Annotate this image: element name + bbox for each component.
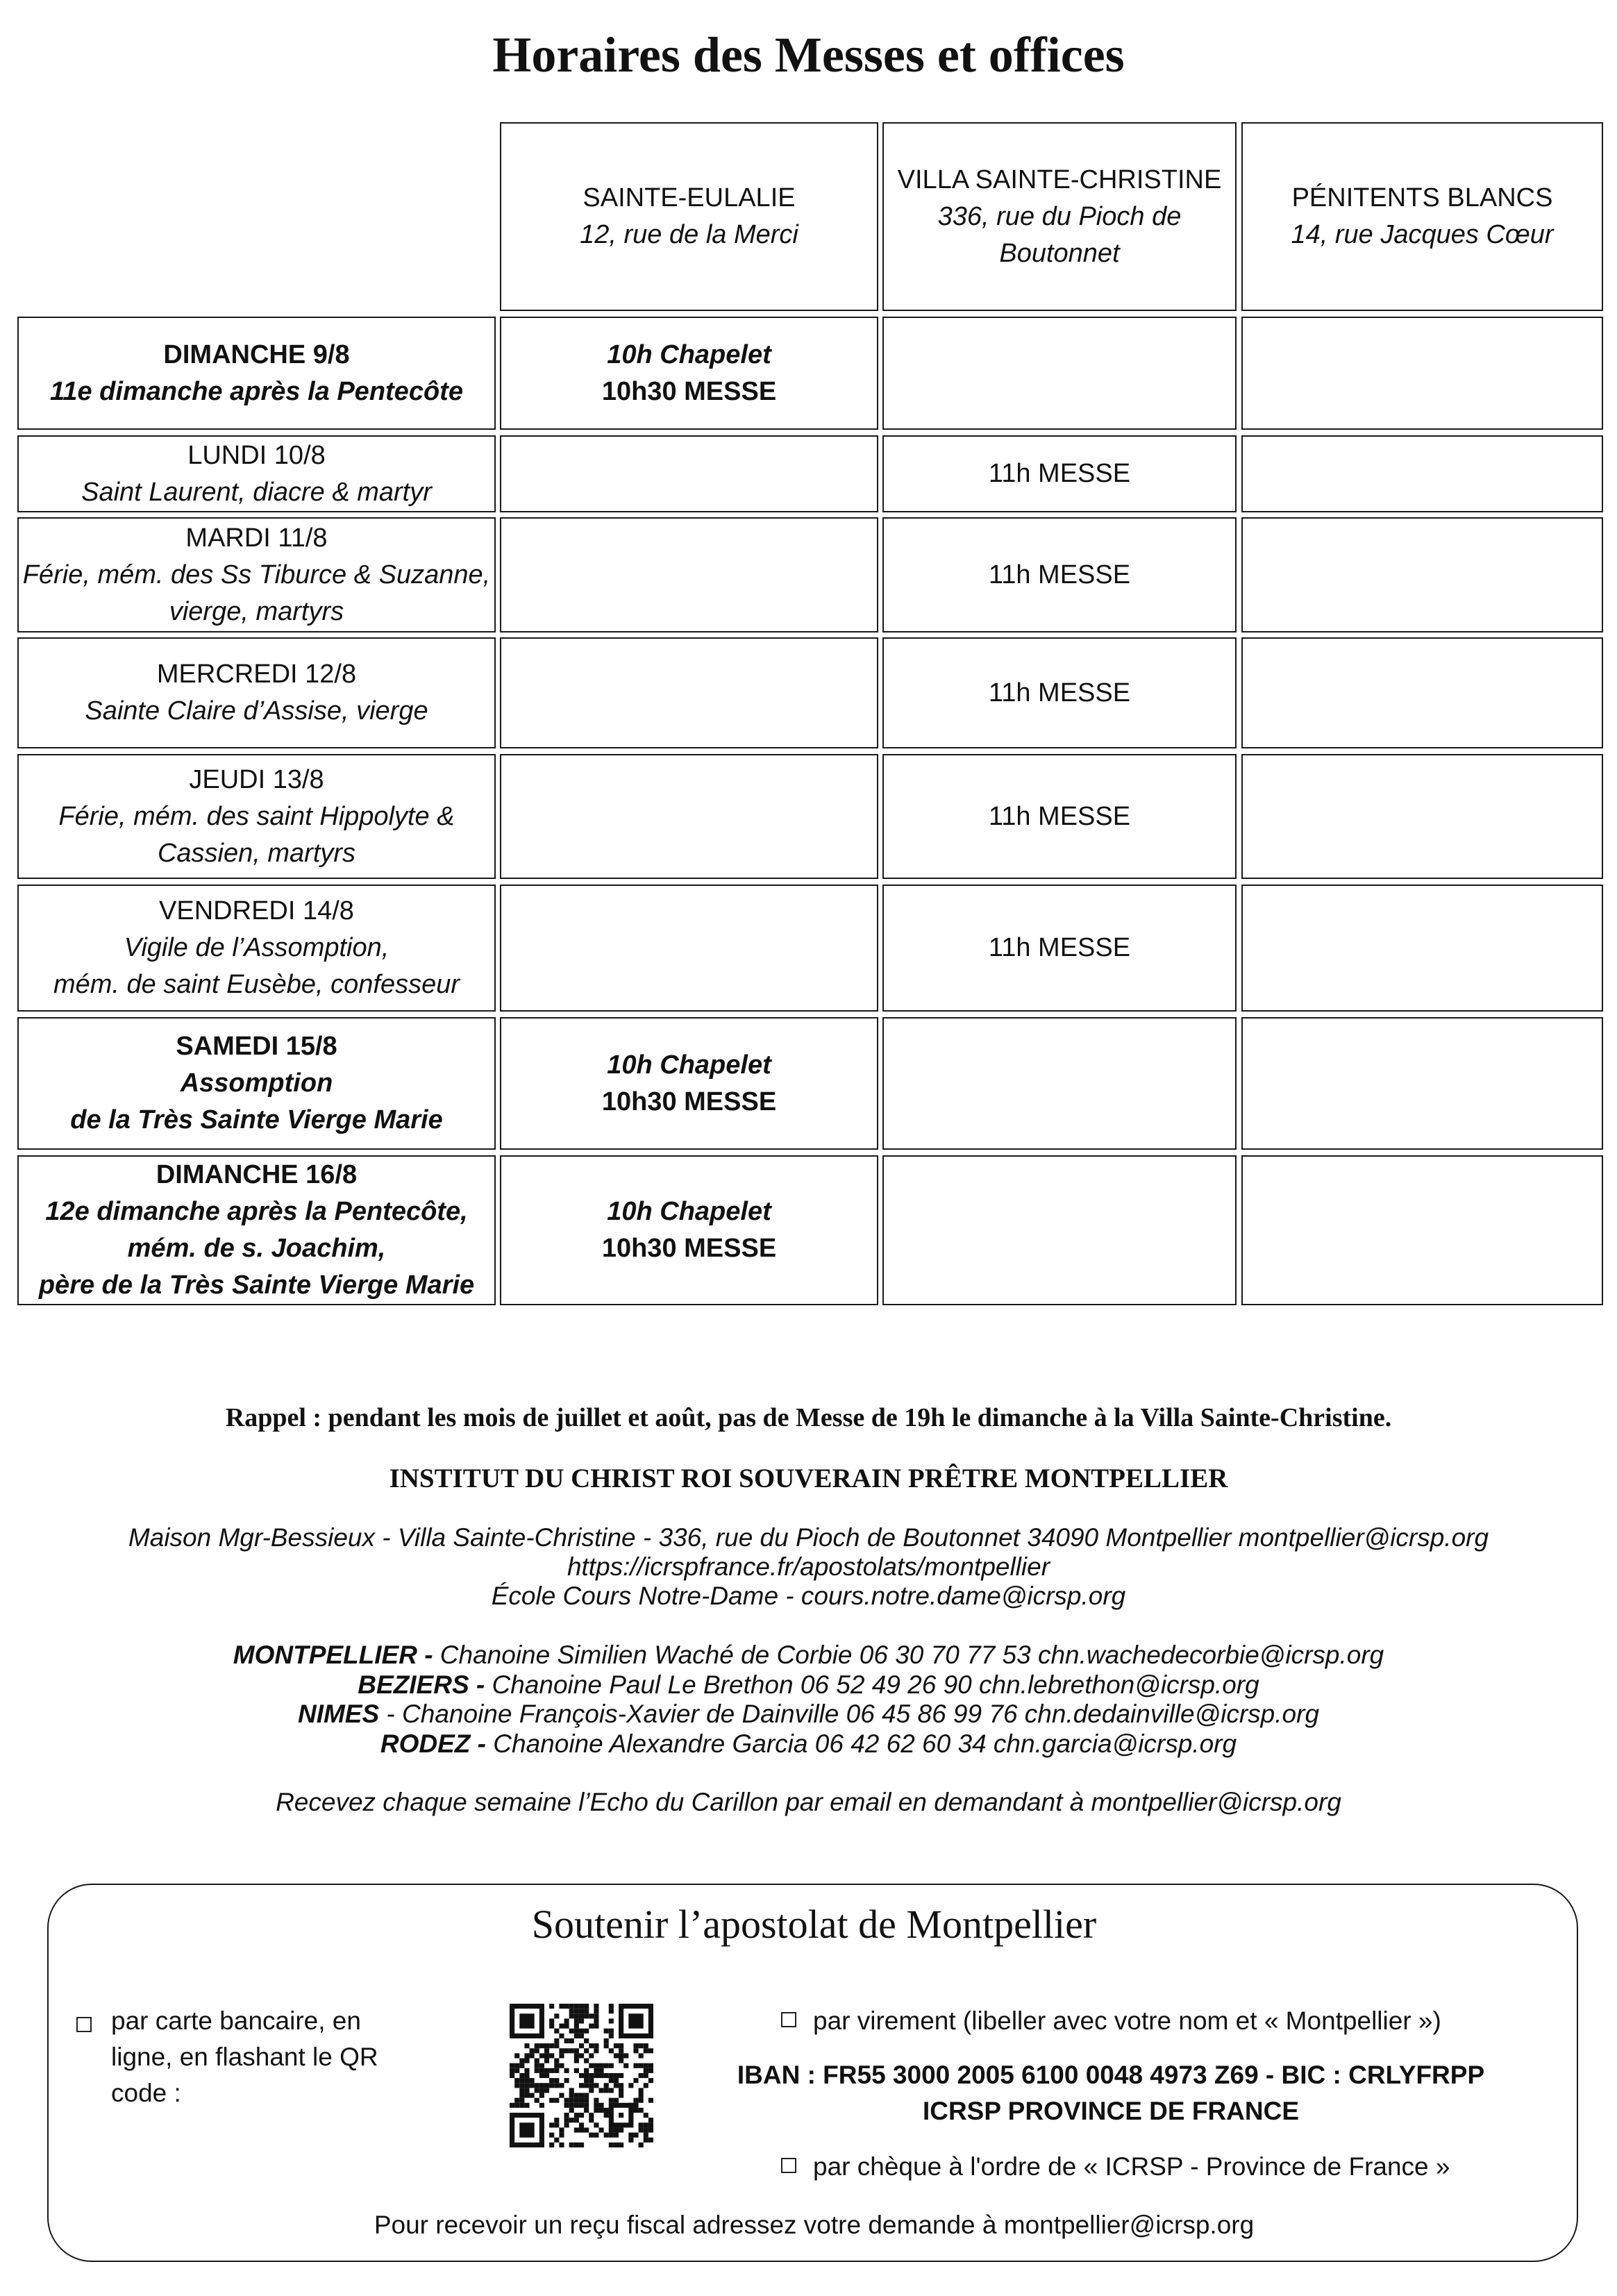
reminder-text: Rappel : pendant les mois de juillet et août, pas de Messe de 19h le dimanche à la Villa Sainte-Christine.	[225, 1403, 1392, 1432]
feast-line: Saint Laurent, diacre & martyr	[81, 477, 432, 507]
office-line: 11h MESSE	[988, 933, 1131, 962]
office-line: 10h30 MESSE	[601, 376, 777, 406]
feast-line: Férie, mém. des saint Hippolyte &	[58, 801, 455, 831]
priest-city: BEZIERS -	[358, 1670, 485, 1699]
feast-line: 12e dimanche après la Pentecôte,	[45, 1197, 468, 1226]
office-line: 11h MESSE	[988, 560, 1131, 589]
page-title: Horaires des Messes et offices	[492, 27, 1125, 83]
feast-line: père de la Très Sainte Vierge Marie	[38, 1271, 475, 1300]
feast-line: Assomption	[180, 1069, 333, 1098]
villa-cell	[882, 637, 1237, 748]
feast-line: Férie, mém. des Ss Tiburce & Suzanne,	[22, 560, 491, 589]
feast-line: 11e dimanche après la Pentecôte	[50, 376, 463, 406]
day-label: DIMANCHE 16/8	[156, 1160, 358, 1189]
day-label: MARDI 11/8	[185, 523, 328, 553]
contact-website[interactable]	[0, 1552, 1617, 1582]
villa-cell	[882, 317, 1237, 430]
priest-line	[0, 1699, 1617, 1729]
column-header-sainte-eulalie	[500, 122, 878, 311]
day-cell	[17, 317, 496, 430]
column-header-penitents-blancs	[1241, 122, 1603, 311]
iban-text: IBAN : FR55 3000 2005 6100 0048 4973 Z69 - BIC : CRLYFRPP	[737, 2061, 1485, 2089]
feast-line: Cassien, martyrs	[157, 838, 356, 868]
office-line: 11h MESSE	[988, 801, 1131, 831]
receipt-text: Pour recevoir un reçu fiscal adressez votre demande à montpellier@icrsp.org	[374, 2211, 1255, 2239]
column-address: Boutonnet	[999, 238, 1120, 268]
villa-cell	[882, 435, 1237, 512]
priest-details: Chanoine Paul Le Brethon 06 52 49 26 90 chn.lebrethon@icrsp.org	[485, 1670, 1259, 1699]
priest-details: - Chanoine François-Xavier de Dainville 06 45 86 99 76 chn.dedainville@icrsp.org	[379, 1700, 1320, 1728]
sainte-eulalie-cell	[500, 885, 878, 1012]
feast-line: mém. de saint Eusèbe, confesseur	[53, 970, 460, 999]
villa-cell	[882, 754, 1237, 879]
office-line: 10h Chapelet	[607, 1197, 771, 1226]
card-option-line: code :	[111, 2079, 181, 2107]
priest-line	[0, 1640, 1617, 1670]
sainte-eulalie-cell	[500, 1017, 878, 1150]
newsletter-text: Recevez chaque semaine l’Echo du Carillon par email en demandant à montpellier@icrsp.org	[276, 1788, 1341, 1816]
penitents-cell	[1241, 885, 1603, 1012]
qr-code-icon[interactable]	[510, 2004, 653, 2147]
office-line: 11h MESSE	[988, 459, 1131, 488]
column-address: 336, rue du Pioch de	[937, 201, 1182, 231]
day-cell	[17, 885, 496, 1012]
villa-cell	[882, 1017, 1237, 1150]
card-option-line: ligne, en flashant le QR	[111, 2043, 378, 2071]
day-label: VENDREDI 14/8	[159, 896, 354, 925]
sainte-eulalie-cell	[500, 435, 878, 512]
day-label: DIMANCHE 9/8	[163, 340, 350, 369]
support-box	[47, 1884, 1578, 2262]
office-line: 11h MESSE	[988, 678, 1131, 707]
day-cell	[17, 1155, 496, 1305]
feast-line: vierge, martyrs	[169, 596, 344, 626]
day-cell	[17, 517, 496, 632]
column-address: 12, rue de la Merci	[580, 220, 798, 249]
office-line: 10h Chapelet	[607, 340, 771, 369]
penitents-cell	[1241, 317, 1603, 430]
penitents-cell	[1241, 435, 1603, 512]
column-name: PÉNITENTS BLANCS	[1291, 183, 1553, 212]
checkbox-icon[interactable]	[781, 2012, 796, 2027]
priest-city: RODEZ -	[380, 1729, 487, 1758]
penitents-cell	[1241, 1155, 1603, 1305]
card-option-line: par carte bancaire, en	[111, 2006, 361, 2035]
sainte-eulalie-cell	[500, 1155, 878, 1305]
support-title: Soutenir l’apostolat de Montpellier	[531, 1902, 1097, 1947]
day-cell	[17, 1017, 496, 1150]
day-label: MERCREDI 12/8	[156, 660, 357, 689]
day-cell	[17, 435, 496, 512]
column-address: 14, rue Jacques Cœur	[1291, 220, 1554, 249]
penitents-cell	[1241, 517, 1603, 632]
sainte-eulalie-cell	[500, 317, 878, 430]
priest-details: Chanoine Similien Waché de Corbie 06 30 70 77 53 chn.wachedecorbie@icrsp.org	[433, 1641, 1384, 1669]
column-header-villa-sainte-christine	[882, 122, 1237, 311]
villa-cell	[882, 885, 1237, 1012]
villa-cell	[882, 1155, 1237, 1305]
priest-city: MONTPELLIER -	[233, 1641, 433, 1669]
day-label: JEUDI 13/8	[189, 764, 324, 794]
cheque-option	[781, 2149, 1450, 2185]
beneficiary-text: ICRSP PROVINCE DE FRANCE	[922, 2097, 1300, 2125]
day-label: LUNDI 10/8	[187, 440, 326, 470]
penitents-cell	[1241, 754, 1603, 879]
institute-name: INSTITUT DU CHRIST ROI SOUVERAIN PRÊTRE MONTPELLIER	[389, 1464, 1228, 1493]
sainte-eulalie-cell	[500, 754, 878, 879]
day-label: SAMEDI 15/8	[176, 1032, 337, 1061]
sainte-eulalie-cell	[500, 637, 878, 748]
transfer-text: par virement (libeller avec votre nom et « Montpellier »)	[813, 2006, 1441, 2035]
checkbox-icon[interactable]	[76, 2017, 92, 2032]
office-line: 10h30 MESSE	[601, 1234, 777, 1263]
villa-cell	[882, 517, 1237, 632]
column-name: SAINTE-EULALIE	[583, 183, 796, 212]
feast-line: de la Très Sainte Vierge Marie	[70, 1105, 443, 1134]
penitents-cell	[1241, 637, 1603, 748]
contact-address: Maison Mgr-Bessieux - Villa Sainte-Christine - 336, rue du Pioch de Boutonnet 34090 Montpellier montpellier@icrsp.org	[128, 1523, 1489, 1552]
office-line: 10h Chapelet	[607, 1050, 771, 1080]
website-link[interactable]: https://icrspfrance.fr/apostolats/montpellier	[567, 1552, 1050, 1581]
feast-line: Sainte Claire d’Assise, vierge	[85, 696, 428, 726]
sainte-eulalie-cell	[500, 517, 878, 632]
day-cell	[17, 637, 496, 748]
priest-city: NIMES	[297, 1700, 380, 1728]
penitents-cell	[1241, 1017, 1603, 1150]
priest-line	[0, 1670, 1617, 1700]
card-option	[76, 2003, 451, 2111]
feast-line: Vigile de l’Assomption,	[124, 933, 389, 962]
column-name: VILLA SAINTE-CHRISTINE	[897, 165, 1222, 194]
office-line: 10h30 MESSE	[601, 1087, 777, 1116]
priest-line	[0, 1729, 1617, 1759]
checkbox-icon[interactable]	[781, 2158, 796, 2173]
day-cell	[17, 754, 496, 879]
feast-line: mém. de s. Joachim,	[127, 1234, 386, 1263]
contact-school: École Cours Notre-Dame - cours.notre.dame@icrsp.org	[491, 1582, 1126, 1610]
transfer-option	[781, 2003, 1441, 2039]
priest-details: Chanoine Alexandre Garcia 06 42 62 60 34 chn.garcia@icrsp.org	[486, 1729, 1237, 1758]
cheque-text: par chèque à l'ordre de « ICRSP - Province de France »	[813, 2152, 1450, 2181]
